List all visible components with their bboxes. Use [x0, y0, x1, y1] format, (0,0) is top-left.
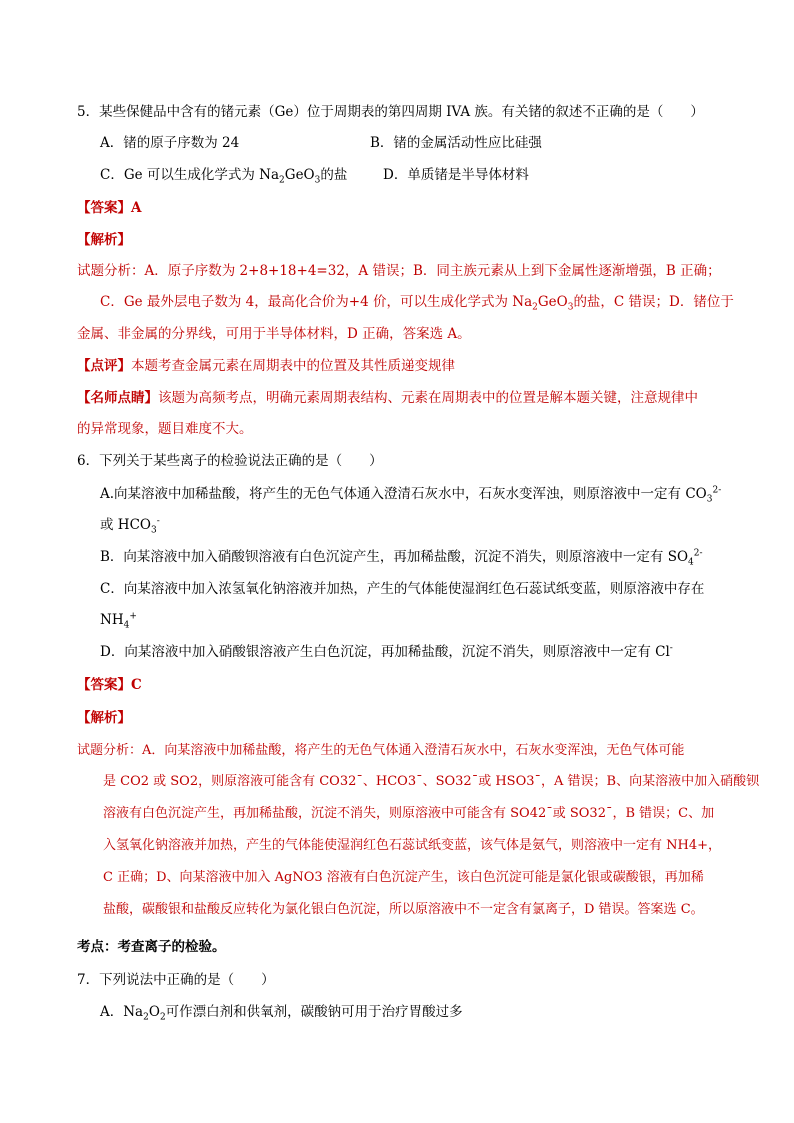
q6-analysis-label: 【解析】	[77, 710, 131, 726]
q6-analysis-line: 入氢氧化钠溶液并加热，产生的气体能使湿润红色石蕊试纸变蓝，该气体是氨气，则溶液中一定有 NH4+，	[103, 838, 722, 853]
q6-analysis-line: 盐酸，碳酸银和盐酸反应转化为氯化银白色沉淀，所以原溶液中不一定含有氯离子，D 错误。答案选 C。	[103, 902, 704, 917]
q5-option-d: D．单质锗是半导体材料	[383, 167, 529, 183]
q6-option-a: A.向某溶液中加稀盐酸，将产生的无色气体通入澄清石灰水中，石灰水变浑浊，则原溶液中一定有 $CO_3^{2-}$	[100, 485, 722, 505]
q6-analysis-line: 是 CO2 或 SO2，则原溶液可能含有 CO32¯、HCO3¯、SO32¯或 HSO3¯，A 错误；B、向某溶液中加入硝酸钡	[103, 774, 760, 789]
q6-answer	[77, 676, 142, 694]
q6-option-d: D．向某溶液中加入硝酸银溶液产生白色沉淀，再加稀盐酸，沉淀不消失，则原溶液中一定有 Cl-	[100, 643, 673, 660]
q5-analysis-line: 试题分析：A．原子序数为 2+8+18+4=32，A 错误；B．同主族元素从上到下金属性逐渐增强，B 正确；	[77, 263, 721, 279]
answer-label: 【答案】	[77, 200, 131, 216]
q5-review	[77, 357, 455, 375]
teacher-note-label: 【名师点睛】	[77, 390, 158, 406]
q6-point: 考点：考查离子的检验。	[77, 939, 226, 955]
q6-option-c: C．向某溶液中加入浓氢氧化钠溶液并加热，产生的气体能使湿润红色石蕊试纸变蓝，则原溶液中存在	[100, 581, 705, 597]
q6-analysis-line: 溶液有白色沉淀产生，再加稀盐酸，沉淀不消失，则原溶液中可能含有 SO42¯或 SO32¯，B 错误；C、加	[103, 806, 715, 821]
q6-analysis-line: 试题分析：A．向某溶液中加稀盐酸，将产生的无色气体通入澄清石灰水中，石灰水变浑浊，无色气体可能	[77, 743, 685, 758]
q5-teacher-note	[77, 389, 698, 407]
review-label: 【点评】	[77, 358, 131, 374]
q5-option-c: C．Ge 可以生成化学式为 $Na_2GeO_3$的盐	[100, 167, 348, 186]
answer-value: C	[131, 677, 142, 693]
q5-analysis-label: 【解析】	[77, 232, 131, 248]
review-text: 本题考查金属元素在周期表中的位置及其性质递变规律	[131, 358, 455, 374]
q6-option-c-cont: $NH_4^+$	[100, 611, 137, 631]
q5-option-a: A．锗的原子序数为 24	[100, 135, 240, 151]
q5-stem: 5．某些保健品中含有的锗元素（Ge）位于周期表的第四周期 IVA 族。有关锗的叙述不正确的是（ ）	[77, 104, 704, 120]
q6-stem: 6．下列关于某些离子的检验说法正确的是（ ）	[77, 453, 383, 469]
q6-option-b: B．向某溶液中加入硝酸钡溶液有白色沉淀产生，再加稀盐酸，沉淀不消失，则原溶液中一定有 $SO_4^{2-}$	[100, 548, 703, 568]
q6-option-a-cont: 或 $HCO_3^-$	[100, 516, 160, 536]
q5-answer	[77, 199, 141, 217]
q5-teacher-note-line: 的异常现象，题目难度不大。	[77, 421, 253, 437]
q5-analysis-line: 金属、非金属的分界线，可用于半导体材料，D 正确，答案选 A。	[77, 326, 471, 342]
q7-stem: 7．下列说法中正确的是（ ）	[77, 972, 275, 988]
q6-analysis-line: C 正确；D、向某溶液中加入 AgNO3 溶液有白色沉淀产生，该白色沉淀可能是氯化银或碳酸银，再加稀	[103, 870, 704, 885]
q7-option-a: A．$Na_2O_2$可作漂白剂和供氧剂，碳酸钠可用于治疗胃酸过多	[100, 1004, 463, 1023]
answer-value: A	[131, 200, 142, 216]
teacher-note-text: 该题为高频考点，明确元素周期表结构、元素在周期表中的位置是解本题关键，注意规律中	[158, 390, 698, 406]
answer-label: 【答案】	[77, 677, 131, 693]
q5-analysis-line: C．Ge 最外层电子数为 4，最高化合价为+4 价，可以生成化学式为 $Na_2GeO_3$的盐，C 错误；D．锗位于	[100, 294, 734, 313]
q5-option-b: B．锗的金属活动性应比硅强	[370, 135, 542, 151]
